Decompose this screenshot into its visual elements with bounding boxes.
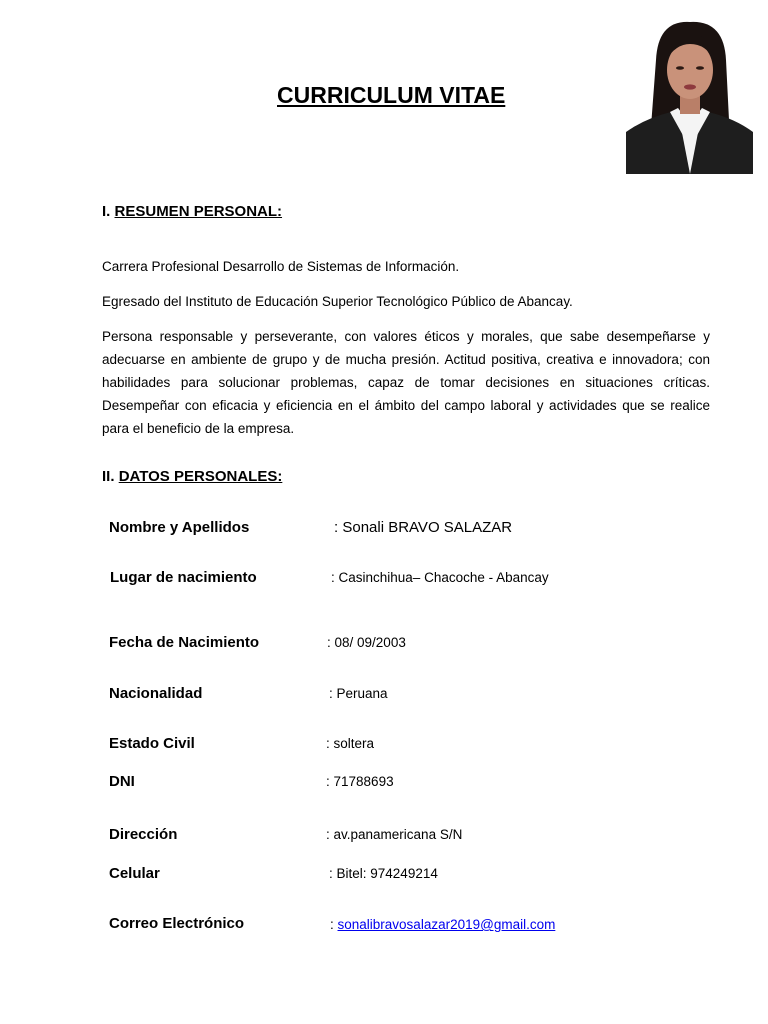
field-value: : 71788693 [326, 774, 394, 789]
field-value: : Peruana [329, 686, 388, 701]
email-link[interactable]: sonalibravosalazar2019@gmail.com [337, 917, 556, 932]
field-label: Nombre y Apellidos [109, 519, 250, 536]
field-value-text: 71788693 [333, 774, 394, 789]
field-value: : Sonali BRAVO SALAZAR [334, 519, 513, 536]
field-value: : Bitel: 974249214 [329, 866, 438, 881]
section-title: DATOS PERSONALES: [118, 468, 283, 485]
field-value: : soltera [326, 736, 375, 751]
field-label: Estado Civil [109, 735, 195, 752]
field-label: Dirección [109, 826, 178, 843]
field-label: Celular [109, 865, 160, 882]
field-label: Lugar de nacimiento [110, 569, 257, 586]
field-label: Correo Electrónico [109, 915, 245, 932]
summary-paragraph-1: Carrera Profesional Desarrollo de Sistemas de Información. [102, 259, 460, 274]
section-number: I. [102, 203, 111, 220]
field-label: DNI [109, 773, 135, 790]
field-value-text: Bitel: 974249214 [336, 866, 438, 881]
section-datos-heading [102, 468, 282, 485]
section-number: II. [102, 468, 115, 485]
field-value: : Casinchihua– Chacoche - Abancay [331, 570, 549, 585]
field-value: : av.panamericana S/N [326, 827, 463, 842]
field-value-text: av.panamericana S/N [333, 827, 463, 842]
field-label: Fecha de Nacimiento [109, 634, 260, 651]
section-title: RESUMEN PERSONAL: [114, 203, 283, 220]
field-label: Nacionalidad [109, 685, 203, 702]
field-value-text: 08/ 09/2003 [334, 635, 406, 650]
section-resumen-heading [102, 203, 282, 220]
field-value: : sonalibravosalazar2019@gmail.com [330, 917, 556, 932]
summary-paragraph-3: Persona responsable y perseverante, con valores éticos y morales, que sabe desempeñarse y adecuarse en ambiente de grupo y de mucha presión. Actitud positiva, creativa e innovadora; con habilidades para solucionar problemas, capaz de tomar decisiones en situaciones críticas. Desempeñar con eficacia y eficiencia en el ámbito del campo laboral y actividades que se realice para el beneficio de la empresa. [102, 329, 710, 436]
field-value-text: Sonali BRAVO SALAZAR [342, 519, 513, 536]
field-value-text: Peruana [336, 686, 388, 701]
profile-photo [626, 20, 753, 174]
summary-paragraph-2: Egresado del Instituto de Educación Superior Tecnológico Público de Abancay. [102, 294, 573, 309]
field-value-text: Casinchihua– Chacoche - Abancay [338, 570, 549, 585]
field-value: : 08/ 09/2003 [327, 635, 406, 650]
field-value-text: soltera [333, 736, 375, 751]
page-title: CURRICULUM VITAE [277, 82, 506, 108]
